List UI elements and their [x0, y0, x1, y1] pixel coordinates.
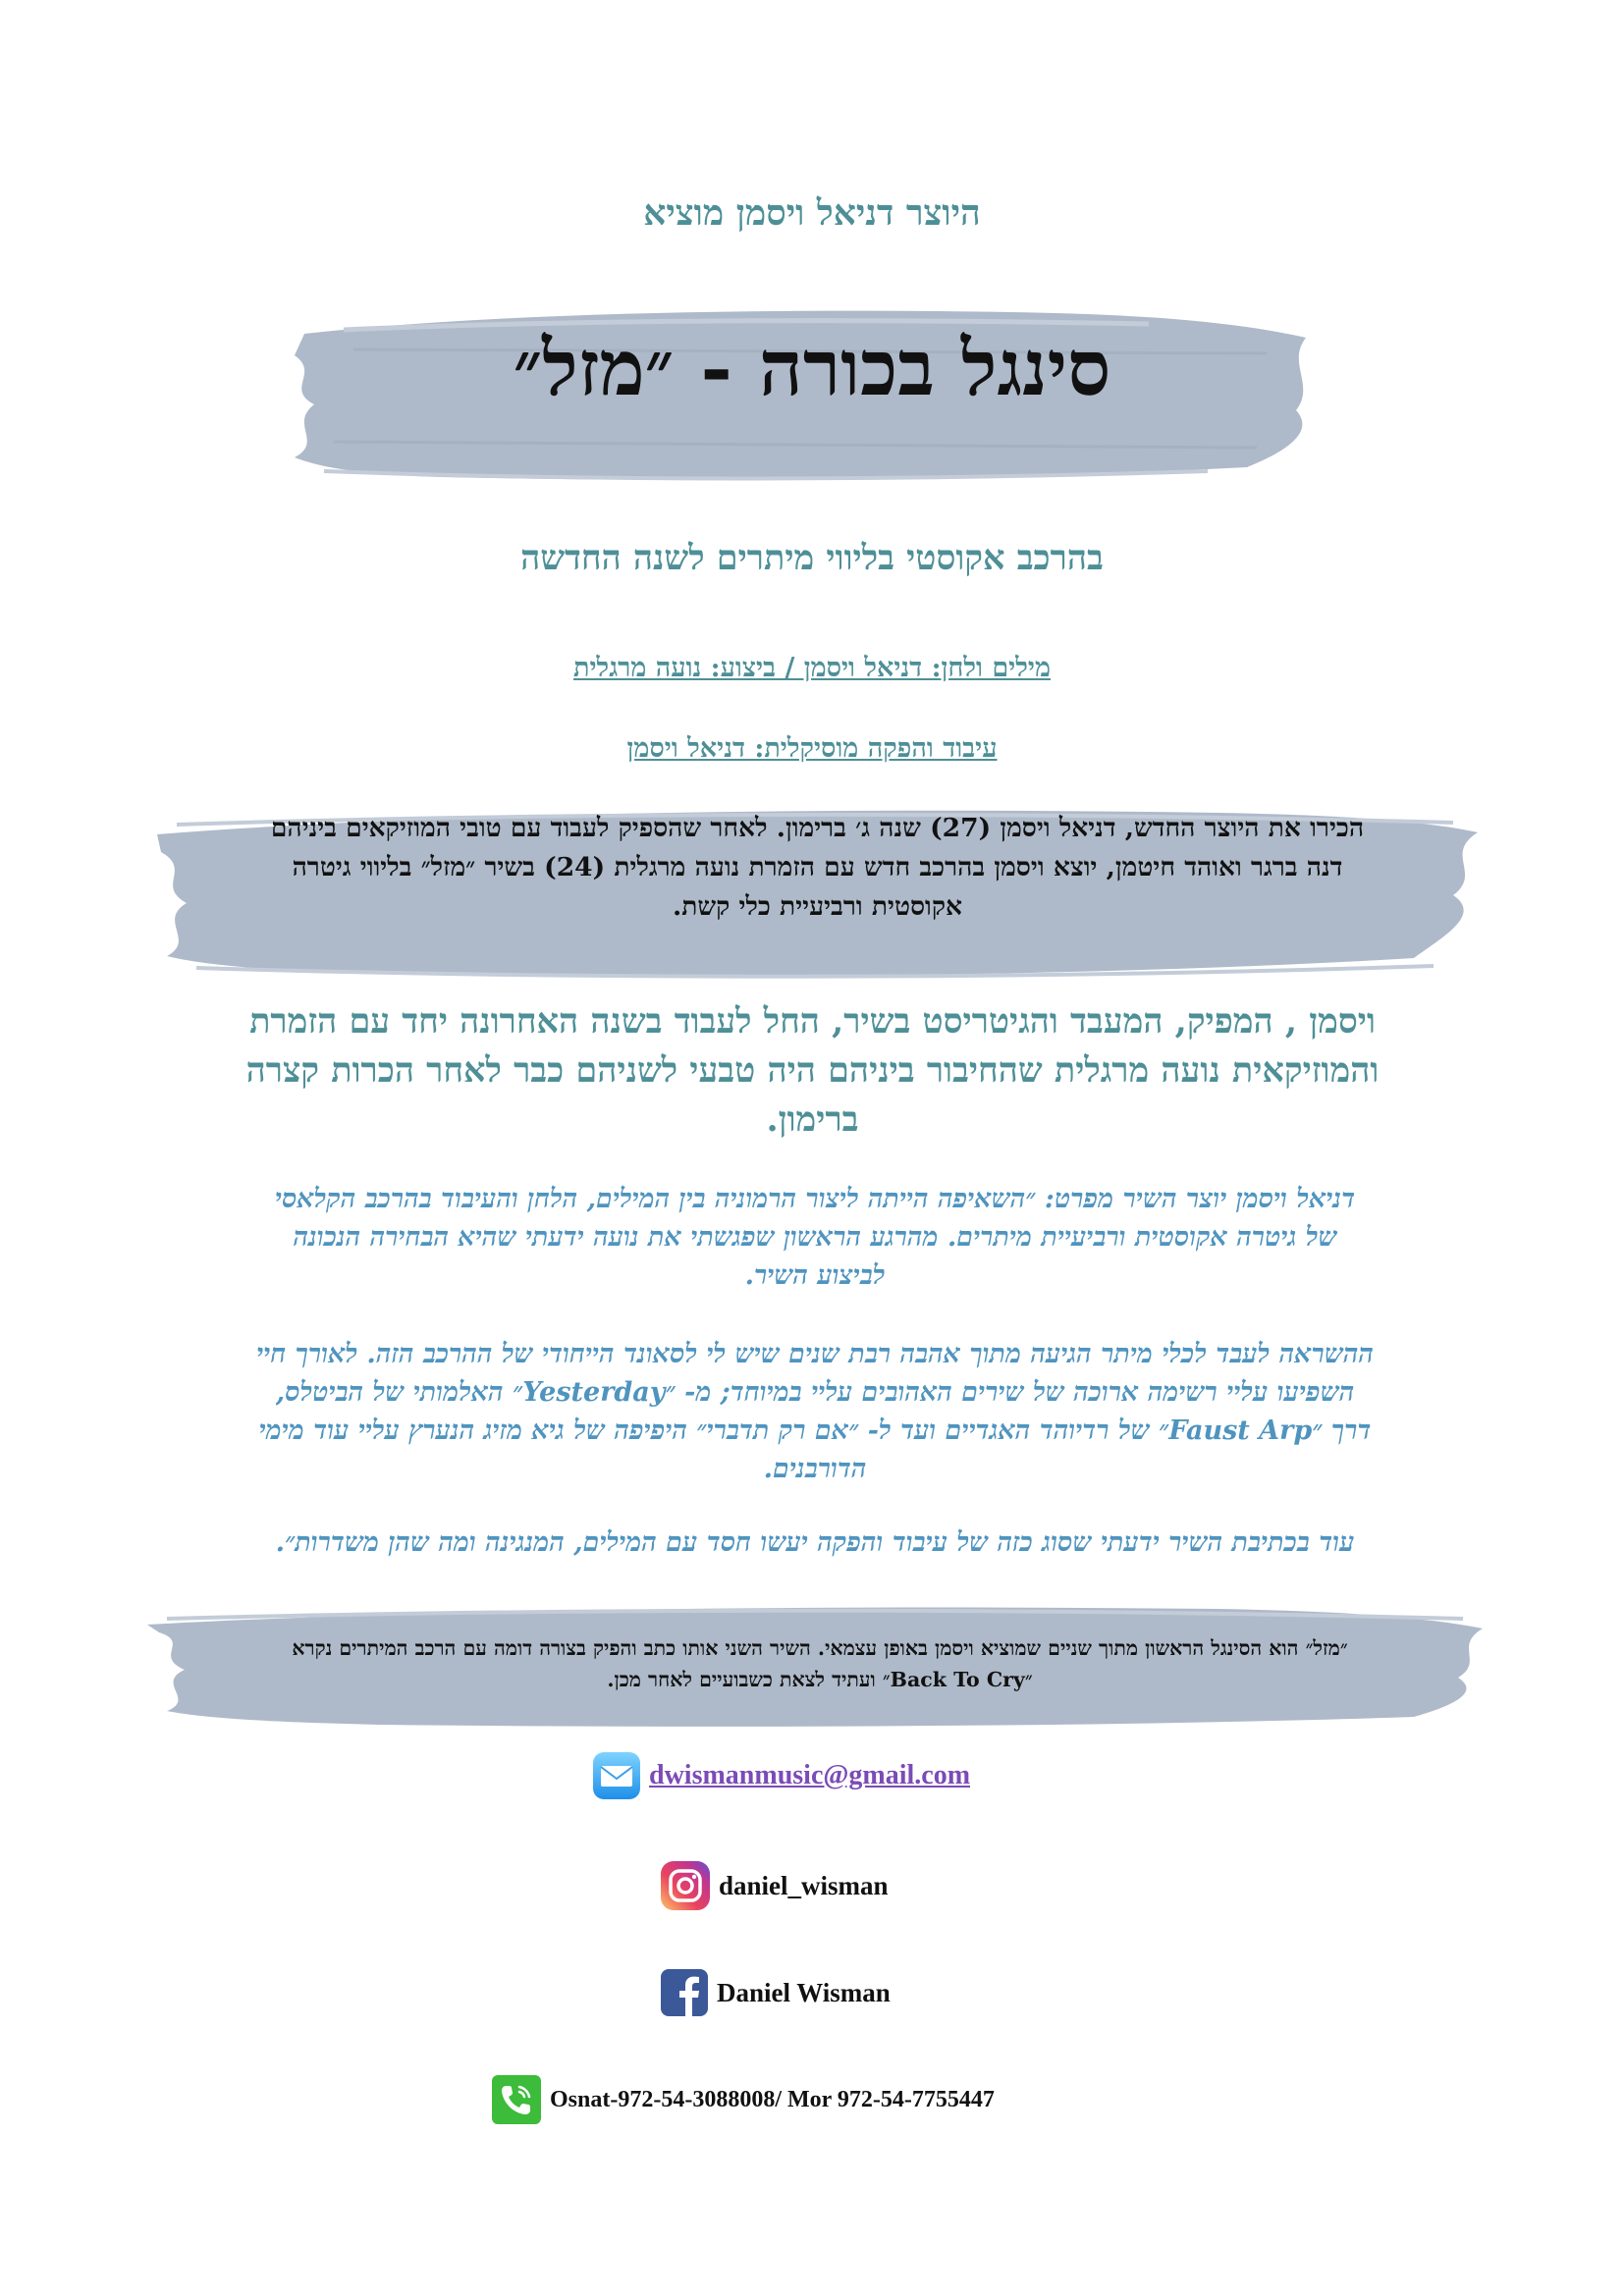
bio-paragraph: ויסמן , המפיק, המעבד והגיטריסט בשיר, החל לעבוד בשנה האחרונה יחד עם הזמרת והמוזיקאית נועה מרגלית שהחיבור ביניהם היה טבעי לשניהם כבר לאחר הכרות קצרה ברימון. — [245, 1001, 1380, 1140]
contact-facebook[interactable] — [660, 1968, 891, 2017]
phone-numbers[interactable]: Osnat-972-54-3088008/ Mor 972-54-7755447 — [550, 2086, 995, 2112]
contact-email[interactable] — [592, 1751, 970, 1800]
phone-icon — [491, 2074, 542, 2125]
email-link[interactable]: dwismanmusic@gmail.com — [649, 1760, 971, 1790]
kicker-text: היוצר דניאל ויסמן מוציא — [643, 192, 981, 234]
contact-instagram[interactable] — [660, 1860, 889, 1911]
subtitle-text: בהרכב אקוסטי בליווי מיתרים לשנה החדשה — [520, 538, 1104, 578]
quote-paragraph: ההשראה לעבד לכלי מיתר הגיעה מתוך אהבה רבת שנים שיש לי לסאונד הייחודי של ההרכב הזה. לאורך חיי השפיעו עליי רשימה ארוכה של שירים האהובים עליי במיוחד; מ- ״Yesterday״ האלמותי של הביטלס, דרך ״Faust Arp״ של רדיוהד האגדיים ועד ל- ״אם רק תדברי״ היפיפה של גיא מזיג הנערץ עליי עוד מימי הדורבנים. — [256, 1339, 1374, 1484]
quote-paragraph: דניאל ויסמן יוצר השיר מפרט: ״השאיפה הייתה ליצור הרמוניה בין המילים, הלחן והעיבוד בהרכב הקלאסי של גיטרה אקוסטית ורביעיית מיתרים. מהרגע הראשון שפגשתי את נועה ידעתי שהיא הבחירה הנכונה לביצוע השיר. — [274, 1184, 1356, 1291]
instagram-handle[interactable]: daniel_wisman — [719, 1870, 889, 1900]
outro-paragraph: ״מזל״ הוא הסינגל הראשון מתוך שניים שמוציא ויסמן באופן עצמאי. השיר השני אותו כתב והפיק בצורה דומה עם הרכב המיתרים נקרא ״Back To Cry״ ועתיד לצאת כשבועיים לאחר מכן. — [292, 1636, 1348, 1691]
quote-paragraph: עוד בכתיבת השיר ידעתי שסוג כזה של עיבוד והפקה יעשו חסד עם המילים, המנגינה ומה שהן משדרות״. — [275, 1527, 1355, 1558]
page-title: סינגל בכורה - ״מזל״ — [513, 324, 1111, 413]
facebook-icon — [660, 1968, 709, 2017]
facebook-name[interactable]: Daniel Wisman — [717, 1977, 891, 2007]
envelope-icon — [592, 1751, 641, 1800]
credits-production: עיבוד והפקה מוסיקלית: דניאל ויסמן — [626, 733, 998, 764]
intro-paragraph: הכירו את היוצר החדש, דניאל ויסמן (27) שנה ג׳ ברימון. לאחר שהספיק לעבוד עם טובי המוזיקאים ביניהם דנה ברגר ואוהד חיטמן, יוצא ויסמן בהרכב חדש עם הזמרת נועה מרגלית (24) בשיר ״מזל״ בליווי גיטרה אקוסטית ורביעיית כלי קשת. — [270, 813, 1365, 922]
contact-phone[interactable] — [491, 2074, 995, 2125]
credits-lyrics-music: מילים ולחן: דניאל ויסמן / ביצוע: נועה מרגלית — [573, 653, 1051, 683]
instagram-icon — [660, 1860, 711, 1911]
